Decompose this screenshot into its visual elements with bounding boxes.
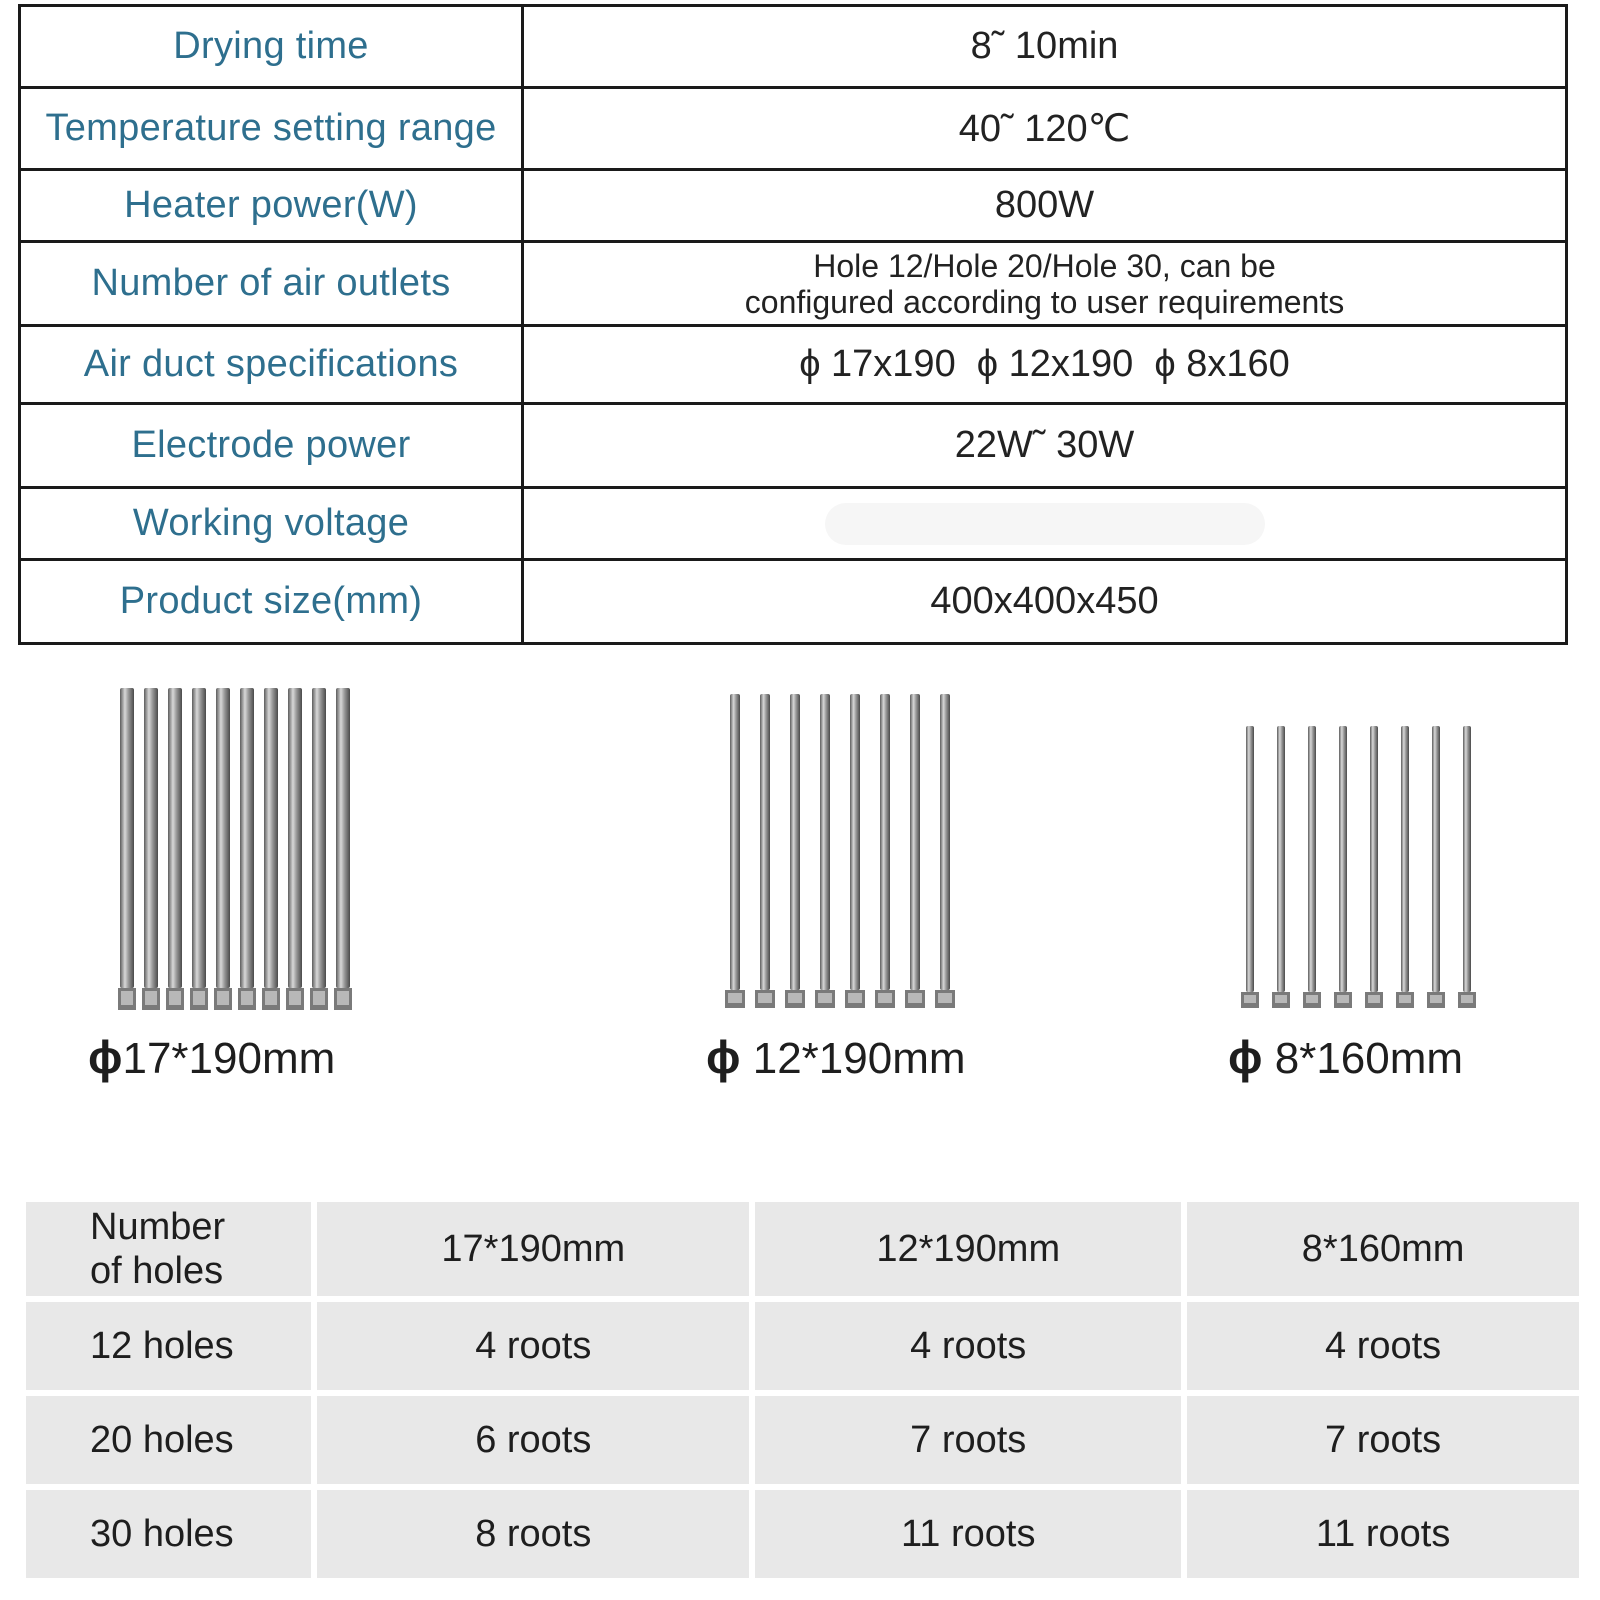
holes-col-header: 17*190mm (317, 1202, 749, 1296)
header-line: Number (90, 1206, 226, 1248)
spec-value: 8˜ 10min (523, 6, 1567, 88)
spec-row-electrode-power (20, 404, 1567, 488)
phi-symbol: ϕ (706, 1031, 741, 1083)
rod-group-8 (1238, 722, 1508, 1022)
holes-table (20, 1196, 1585, 1584)
spec-table (18, 4, 1568, 645)
phi-symbol: ϕ (1228, 1031, 1263, 1083)
spec-label: Product size(mm) (20, 560, 523, 644)
spec-value-line: Hole 12/Hole 20/Hole 30, can be (813, 247, 1276, 284)
rod-image-8 (1238, 722, 1508, 1022)
rod (1458, 726, 1476, 1008)
holes-header-label (26, 1202, 311, 1296)
rod (845, 694, 865, 1008)
rod (875, 694, 895, 1008)
rod (1241, 726, 1259, 1008)
rod-group-17 (112, 684, 382, 1014)
rod (725, 694, 745, 1008)
rod-caption-8 (1228, 1030, 1463, 1084)
spec-label: Air duct specifications (20, 326, 523, 404)
spec-label: Number of air outlets (20, 242, 523, 326)
rod-image-12 (722, 690, 992, 1020)
rod-group-12 (722, 690, 992, 1020)
holes-row (26, 1302, 1579, 1390)
spec-row-air-duct (20, 326, 1567, 404)
spec-label: Drying time (20, 6, 523, 88)
spec-row-heater-power (20, 170, 1567, 242)
holes-cell: 11 roots (1187, 1490, 1579, 1578)
spec-value (523, 488, 1567, 560)
spec-value: 22W˜ 30W (523, 404, 1567, 488)
rod-image-17 (112, 684, 382, 1014)
rod (1272, 726, 1290, 1008)
holes-cell: 7 roots (1187, 1396, 1579, 1484)
rod (310, 688, 328, 1010)
rod (142, 688, 160, 1010)
spec-label: Electrode power (20, 404, 523, 488)
rod-caption-17 (88, 1030, 335, 1084)
holes-row-label: 20 holes (26, 1396, 311, 1484)
header-line: of holes (90, 1250, 224, 1292)
holes-row-label: 30 holes (26, 1490, 311, 1578)
holes-cell: 6 roots (317, 1396, 749, 1484)
holes-col-header: 8*160mm (1187, 1202, 1579, 1296)
spec-value: 800W (523, 170, 1567, 242)
rod (334, 688, 352, 1010)
spec-value-line: configured according to user requirements (744, 283, 1345, 320)
rod (1303, 726, 1321, 1008)
phi-symbol: ϕ (88, 1031, 123, 1083)
spec-value (523, 242, 1567, 326)
rod (262, 688, 280, 1010)
rod (166, 688, 184, 1010)
rod (815, 694, 835, 1008)
spec-label: Temperature setting range (20, 88, 523, 170)
holes-cell: 4 roots (1187, 1302, 1579, 1390)
holes-cell: 4 roots (317, 1302, 749, 1390)
rod-size-label: 8*160mm (1274, 1034, 1464, 1083)
rod (1427, 726, 1445, 1008)
rod (785, 694, 805, 1008)
holes-header-row (26, 1202, 1579, 1296)
holes-cell: 8 roots (317, 1490, 749, 1578)
spec-row-air-outlets (20, 242, 1567, 326)
rod (1396, 726, 1414, 1008)
rod (1334, 726, 1352, 1008)
spec-row-product-size (20, 560, 1567, 644)
holes-row (26, 1396, 1579, 1484)
holes-cell: 7 roots (755, 1396, 1181, 1484)
rod (935, 694, 955, 1008)
spec-value: 400x400x450 (523, 560, 1567, 644)
rod (190, 688, 208, 1010)
holes-cell: 11 roots (755, 1490, 1181, 1578)
holes-row (26, 1490, 1579, 1578)
rod-size-label: 17*190mm (122, 1034, 336, 1083)
spec-value: ϕ 17x190 ϕ 12x190 ϕ 8x160 (523, 326, 1567, 404)
rod (214, 688, 232, 1010)
spec-label: Heater power(W) (20, 170, 523, 242)
spec-row-working-voltage (20, 488, 1567, 560)
rod-caption-12 (706, 1030, 966, 1084)
rod (286, 688, 304, 1010)
rod (905, 694, 925, 1008)
holes-row-label: 12 holes (26, 1302, 311, 1390)
rod (238, 688, 256, 1010)
spec-label: Working voltage (20, 488, 523, 560)
redacted-value (825, 503, 1265, 545)
rod (755, 694, 775, 1008)
spec-row-temperature (20, 88, 1567, 170)
holes-col-header: 12*190mm (755, 1202, 1181, 1296)
rod (1365, 726, 1383, 1008)
rod (118, 688, 136, 1010)
holes-cell: 4 roots (755, 1302, 1181, 1390)
spec-value: 40˜ 120℃ (523, 88, 1567, 170)
spec-row-drying-time (20, 6, 1567, 88)
rod-size-label: 12*190mm (752, 1034, 966, 1083)
